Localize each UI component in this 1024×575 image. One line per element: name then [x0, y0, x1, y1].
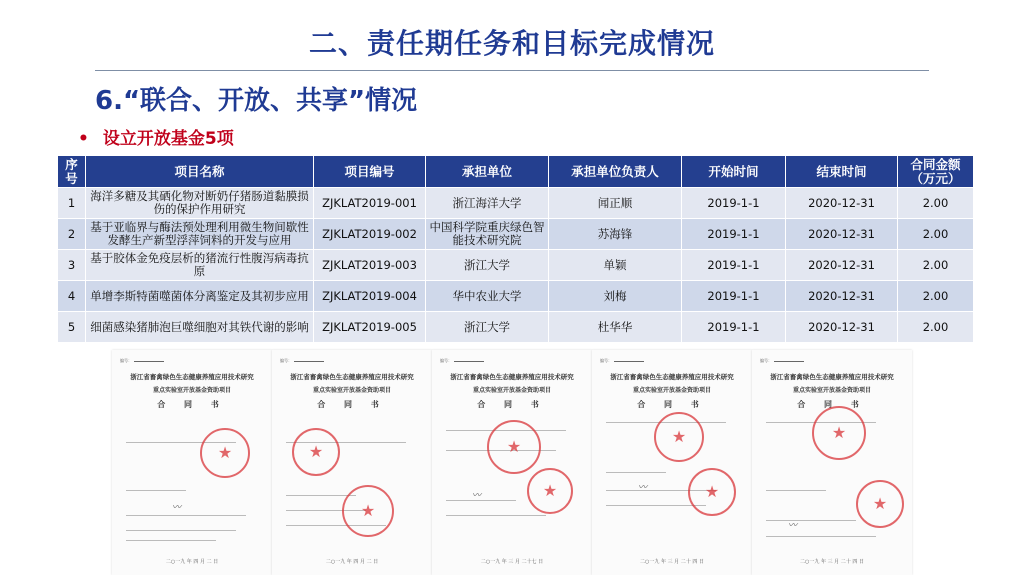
- contract-date: 二○一九 年 四 月 二 日: [165, 559, 219, 565]
- red-seal-icon: ★: [487, 420, 541, 474]
- contract-label: 合 同 书: [317, 399, 387, 409]
- fund-table: [57, 155, 974, 343]
- cell-unit: 中国科学院重庆绿色智能技术研究院: [426, 219, 549, 250]
- cell-leader: 杜华华: [549, 312, 682, 343]
- cell-index: 5: [58, 312, 86, 343]
- red-seal-icon: ★: [812, 406, 866, 460]
- cell-project-code: ZJKLAT2019-002: [314, 219, 426, 250]
- contract-date: 二○一九 年 四 月 二 日: [325, 559, 379, 565]
- header-leader: 承担单位负责人: [549, 156, 682, 188]
- header-start: 开始时间: [682, 156, 786, 188]
- cell-end: 2020-12-31: [786, 250, 898, 281]
- cell-unit: 浙江海洋大学: [426, 188, 549, 219]
- contract-subtitle: 重点实验室开放基金资助项目: [792, 387, 871, 394]
- header-unit: 承担单位: [426, 156, 549, 188]
- section-subtitle: 6.“联合、开放、共享”情况: [95, 86, 418, 116]
- red-seal-icon: ★: [342, 485, 394, 537]
- cell-unit: 浙江大学: [426, 312, 549, 343]
- cell-project-name: 细菌感染猪肺泡巨噬细胞对其铁代谢的影响: [86, 312, 314, 343]
- contract-subtitle: 重点实验室开放基金资助项目: [632, 387, 711, 394]
- table-row: [58, 250, 974, 281]
- contract-subtitle: 重点实验室开放基金资助项目: [312, 387, 391, 394]
- red-seal-icon: ★: [527, 468, 573, 514]
- signature-icon: 〰: [472, 491, 482, 501]
- red-seal-icon: ★: [856, 480, 904, 528]
- cell-end: 2020-12-31: [786, 188, 898, 219]
- contract-date: 二○一九 年 三 月 二十 四 日: [640, 559, 704, 565]
- cell-start: 2019-1-1: [682, 188, 786, 219]
- table-row: [58, 312, 974, 343]
- contract-document: [272, 350, 432, 575]
- bullet-dot-icon: •: [78, 129, 89, 149]
- header-index: 序号: [58, 156, 86, 188]
- contract-label: 合 同 书: [157, 399, 227, 409]
- table-row: [58, 281, 974, 312]
- contract-label: 合 同 书: [637, 399, 707, 409]
- contract-date: 二○一九 年 三 月 二十七 日: [480, 559, 544, 565]
- signature-icon: 〰: [788, 521, 798, 531]
- contract-label: 合 同 书: [477, 399, 547, 409]
- cell-end: 2020-12-31: [786, 219, 898, 250]
- cell-amount: 2.00: [898, 250, 974, 281]
- cell-index: 1: [58, 188, 86, 219]
- contract-document: [112, 350, 272, 575]
- cell-unit: 华中农业大学: [426, 281, 549, 312]
- cell-start: 2019-1-1: [682, 250, 786, 281]
- cell-start: 2019-1-1: [682, 281, 786, 312]
- cell-index: 4: [58, 281, 86, 312]
- signature-icon: 〰: [172, 503, 182, 513]
- cell-project-name: 基于胶体金免疫层析的猪流行性腹泻病毒抗原: [86, 250, 314, 281]
- cell-end: 2020-12-31: [786, 281, 898, 312]
- red-seal-icon: ★: [688, 468, 736, 516]
- contract-subtitle: 重点实验室开放基金资助项目: [152, 387, 231, 394]
- cell-project-code: ZJKLAT2019-003: [314, 250, 426, 281]
- header-amount: 合同金额 （万元）: [898, 156, 974, 188]
- cell-start: 2019-1-1: [682, 219, 786, 250]
- contract-document: [752, 350, 912, 575]
- contract-subtitle: 重点实验室开放基金资助项目: [472, 387, 551, 394]
- cell-project-name: 海洋多糖及其硒化物对断奶仔猪肠道黏膜损伤的保护作用研究: [86, 188, 314, 219]
- contract-date: 二○一九 年 三 月 二十 四 日: [800, 559, 864, 565]
- cell-project-code: ZJKLAT2019-001: [314, 188, 426, 219]
- table-header-row: [58, 156, 974, 188]
- contract-document: [432, 350, 592, 575]
- table-row: [58, 188, 974, 219]
- contract-title: 浙江省畜禽绿色生态健康养殖应用技术研究: [770, 373, 894, 381]
- cell-index: 3: [58, 250, 86, 281]
- signature-icon: 〰: [638, 483, 648, 493]
- cell-unit: 浙江大学: [426, 250, 549, 281]
- contract-title: 浙江省畜禽绿色生态健康养殖应用技术研究: [450, 373, 574, 381]
- cell-amount: 2.00: [898, 219, 974, 250]
- red-seal-icon: ★: [654, 412, 704, 462]
- title-divider: [95, 70, 929, 71]
- cell-project-code: ZJKLAT2019-005: [314, 312, 426, 343]
- doc-number: 编号：: [120, 358, 164, 364]
- cell-end: 2020-12-31: [786, 312, 898, 343]
- cell-leader: 单颖: [549, 250, 682, 281]
- page-title: 二、责任期任务和目标完成情况: [308, 27, 715, 60]
- header-project-name: 项目名称: [86, 156, 314, 188]
- red-seal-icon: ★: [200, 428, 250, 478]
- contract-document: [592, 350, 752, 575]
- red-seal-icon: ★: [292, 428, 340, 476]
- doc-number: 编号：: [760, 358, 804, 364]
- bullet-text: 设立开放基金5项: [102, 129, 234, 149]
- doc-number: 编号：: [280, 358, 324, 364]
- bullet-point: [78, 124, 234, 149]
- contract-title: 浙江省畜禽绿色生态健康养殖应用技术研究: [290, 373, 414, 381]
- contract-title: 浙江省畜禽绿色生态健康养殖应用技术研究: [130, 373, 254, 381]
- cell-amount: 2.00: [898, 281, 974, 312]
- doc-number: 编号：: [440, 358, 484, 364]
- contract-label: 合 同 书: [797, 399, 867, 409]
- cell-leader: 闻正顺: [549, 188, 682, 219]
- contract-scans: [112, 350, 962, 575]
- table-row: [58, 219, 974, 250]
- cell-project-code: ZJKLAT2019-004: [314, 281, 426, 312]
- cell-amount: 2.00: [898, 312, 974, 343]
- cell-leader: 苏海锋: [549, 219, 682, 250]
- header-project-code: 项目编号: [314, 156, 426, 188]
- contract-title: 浙江省畜禽绿色生态健康养殖应用技术研究: [610, 373, 734, 381]
- cell-index: 2: [58, 219, 86, 250]
- cell-start: 2019-1-1: [682, 312, 786, 343]
- doc-number: 编号：: [600, 358, 644, 364]
- cell-project-name: 单增李斯特菌噬菌体分离鉴定及其初步应用: [86, 281, 314, 312]
- cell-leader: 刘梅: [549, 281, 682, 312]
- cell-project-name: 基于亚临界与酶法预处理利用微生物间歇性发酵生产新型浮萍饲料的开发与应用: [86, 219, 314, 250]
- cell-amount: 2.00: [898, 188, 974, 219]
- header-end: 结束时间: [786, 156, 898, 188]
